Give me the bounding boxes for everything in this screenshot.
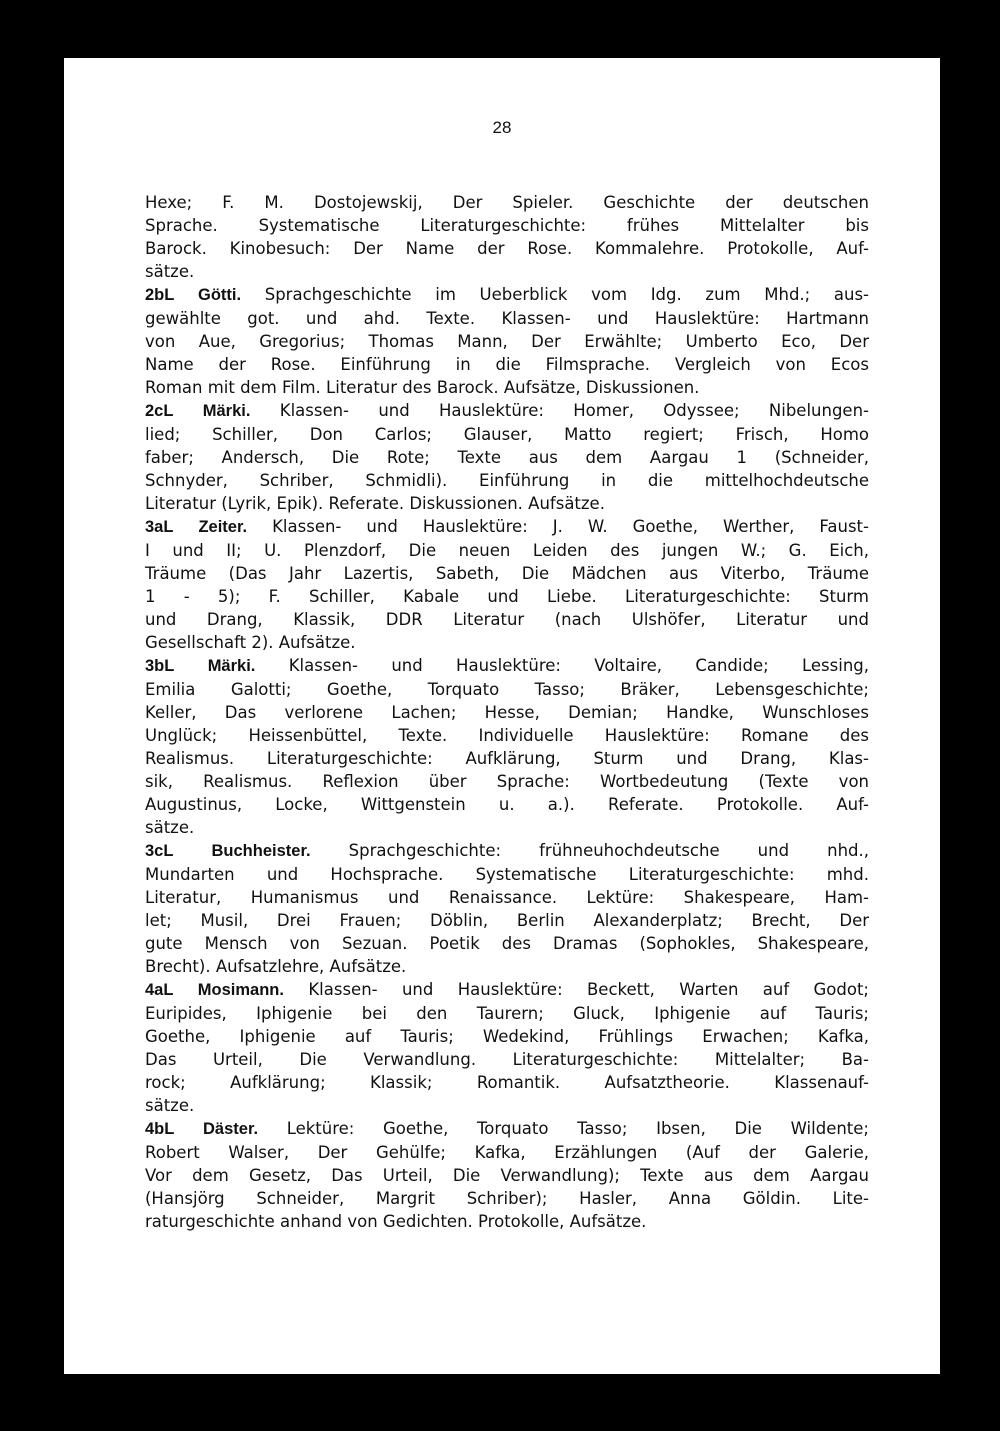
line-text: Keller, Das verlorene Lachen; Hesse, Demian; Handke, Wunschloses	[145, 703, 869, 722]
line-text	[174, 1119, 203, 1138]
text-line	[145, 955, 869, 978]
line-text: Klassen- und Hauslektüre: Beckett, Warten auf Godot;	[283, 980, 869, 999]
text-line	[145, 816, 869, 839]
line-text: Goethe, Iphigenie auf Tauris; Wedekind, Frühlings Erwachen; Kafka,	[145, 1027, 869, 1046]
line-text: let; Musil, Drei Frauen; Döblin, Berlin Alexanderplatz; Brecht, Der	[145, 911, 869, 930]
line-text	[173, 980, 197, 999]
class-code: 4aL	[145, 981, 174, 999]
text-line	[145, 631, 869, 654]
line-text: Mundarten und Hochsprache. Systematische Literaturgeschichte: mhd.	[145, 865, 869, 884]
line-text: Unglück; Heissenbüttel, Texte. Individuelle Hauslektüre: Romane des	[145, 726, 869, 745]
class-code: 4bL	[145, 1120, 175, 1138]
text-line	[145, 307, 869, 330]
line-text: Literatur (Lyrik, Epik). Referate. Diskussionen. Aufsätze.	[145, 494, 605, 513]
document-body	[145, 191, 869, 1233]
line-text: sätze.	[145, 1096, 195, 1115]
line-text: Realismus. Literaturgeschichte: Aufklärung, Sturm und Drang, Klas-	[145, 749, 869, 768]
text-line	[145, 539, 869, 562]
line-text: Klassen- und Hauslektüre: J. W. Goethe, Werther, Faust-	[247, 517, 869, 536]
text-line	[145, 492, 869, 515]
line-text: sätze.	[145, 262, 195, 281]
line-text: Emilia Galotti; Goethe, Torquato Tasso; Bräker, Lebensgeschichte;	[145, 680, 869, 699]
line-text: von Aue, Gregorius; Thomas Mann, Der Erwählte; Umberto Eco, Der	[145, 332, 869, 351]
text-line	[145, 1141, 869, 1164]
line-text	[174, 656, 207, 675]
text-line	[145, 1071, 869, 1094]
line-text: Lektüre: Goethe, Torquato Tasso; Ibsen, Die Wildente;	[258, 1119, 869, 1138]
text-line	[145, 1117, 869, 1141]
text-line	[145, 330, 869, 353]
text-line	[145, 214, 869, 237]
line-text: Euripides, Iphigenie bei den Taurern; Gluck, Iphigenie auf Tauris;	[145, 1004, 869, 1023]
teacher-name: Däster.	[203, 1120, 259, 1138]
class-code: 3aL	[145, 518, 174, 536]
text-line	[145, 793, 869, 816]
line-text: (Hansjörg Schneider, Margrit Schriber); Hasler, Anna Göldin. Lite-	[145, 1189, 869, 1208]
text-line	[145, 399, 869, 423]
text-line	[145, 747, 869, 770]
line-text: 1 - 5); F. Schiller, Kabale und Liebe. Literaturgeschichte: Sturm	[145, 587, 869, 606]
line-text: Das Urteil, Die Verwandlung. Literaturgeschichte: Mittelalter; Ba-	[145, 1050, 869, 1069]
line-text: lied; Schiller, Don Carlos; Glauser, Matto regiert; Frisch, Homo	[145, 425, 869, 444]
line-text: faber; Andersch, Die Rote; Texte aus dem Aargau 1 (Schneider,	[145, 448, 869, 467]
line-text: Name der Rose. Einführung in die Filmsprache. Vergleich von Ecos	[145, 355, 869, 374]
text-line	[145, 191, 869, 214]
text-line	[145, 932, 869, 955]
text-line	[145, 770, 869, 793]
text-line	[145, 353, 869, 376]
text-line	[145, 1187, 869, 1210]
text-line	[145, 608, 869, 631]
page-number: 28	[492, 118, 512, 137]
line-text	[174, 285, 198, 304]
text-line	[145, 515, 869, 539]
text-line	[145, 654, 869, 678]
text-line	[145, 1048, 869, 1071]
text-line	[145, 1210, 869, 1233]
teacher-name: Märki.	[207, 657, 256, 675]
line-text: Klassen- und Hauslektüre: Voltaire, Candide; Lessing,	[255, 656, 869, 675]
teacher-name: Buchheister.	[211, 842, 311, 860]
text-line	[145, 1002, 869, 1025]
text-line	[145, 724, 869, 747]
text-line	[145, 260, 869, 283]
line-text: Augustinus, Locke, Wittgenstein u. a.). Referate. Protokolle. Auf-	[145, 795, 869, 814]
text-line	[145, 1164, 869, 1187]
text-line	[145, 562, 869, 585]
line-text: Schnyder, Schriber, Schmidli). Einführung in die mittelhochdeutsche	[145, 471, 869, 490]
line-text: rock; Aufklärung; Klassik; Romantik. Aufsatztheorie. Klassenauf-	[145, 1073, 869, 1092]
line-text: Roman mit dem Film. Literatur des Barock. Aufsätze, Diskussionen.	[145, 378, 700, 397]
line-text: Sprachgeschichte im Ueberblick vom Idg. zum Mhd.; aus-	[241, 285, 869, 304]
line-text: Vor dem Gesetz, Das Urteil, Die Verwandlung); Texte aus dem Aargau	[145, 1166, 869, 1185]
line-text: raturgeschichte anhand von Gedichten. Protokolle, Aufsätze.	[145, 1212, 647, 1231]
class-code: 2bL	[145, 286, 175, 304]
class-code: 2cL	[145, 402, 174, 420]
teacher-name: Märki.	[202, 402, 251, 420]
text-line	[145, 423, 869, 446]
line-text: Brecht). Aufsatzlehre, Aufsätze.	[145, 957, 407, 976]
line-text	[173, 841, 211, 860]
text-line	[145, 886, 869, 909]
line-text: Sprache. Systematische Literaturgeschichte: frühes Mittelalter bis	[145, 216, 869, 235]
line-text: sik, Realismus. Reflexion über Sprache: Wortbedeutung (Texte von	[145, 772, 869, 791]
line-text: gute Mensch von Sezuan. Poetik des Dramas (Sophokles, Shakespeare,	[145, 934, 869, 953]
line-text: Literatur, Humanismus und Renaissance. Lektüre: Shakespeare, Ham-	[145, 888, 869, 907]
line-text	[173, 401, 202, 420]
line-text: Barock. Kinobesuch: Der Name der Rose. Kommalehre. Protokolle, Auf-	[145, 239, 869, 258]
text-line	[145, 446, 869, 469]
text-line	[145, 1025, 869, 1048]
line-text: Robert Walser, Der Gehülfe; Kafka, Erzählungen (Auf der Galerie,	[145, 1143, 869, 1162]
class-code: 3bL	[145, 657, 175, 675]
text-line	[145, 469, 869, 492]
text-line	[145, 678, 869, 701]
text-line	[145, 585, 869, 608]
line-text	[173, 517, 198, 536]
teacher-name: Mosimann.	[197, 981, 284, 999]
text-line	[145, 237, 869, 260]
line-text: gewählte got. und ahd. Texte. Klassen- und Hauslektüre: Hartmann	[145, 309, 869, 328]
text-line	[145, 1094, 869, 1117]
teacher-name: Götti.	[198, 286, 242, 304]
line-text: I und II; U. Plenzdorf, Die neuen Leiden des jungen W.; G. Eich,	[145, 541, 869, 560]
text-line	[145, 909, 869, 932]
line-text: Gesellschaft 2). Aufsätze.	[145, 633, 356, 652]
teacher-name: Zeiter.	[198, 518, 248, 536]
text-line	[145, 863, 869, 886]
text-line	[145, 839, 869, 863]
line-text: Träume (Das Jahr Lazertis, Sabeth, Die Mädchen aus Viterbo, Träume	[145, 564, 869, 583]
line-text: und Drang, Klassik, DDR Literatur (nach Ulshöfer, Literatur und	[145, 610, 869, 629]
class-code: 3cL	[145, 842, 174, 860]
text-line	[145, 701, 869, 724]
text-line	[145, 978, 869, 1002]
line-text: Klassen- und Hauslektüre: Homer, Odyssee; Nibelungen-	[250, 401, 869, 420]
text-line	[145, 376, 869, 399]
line-text: sätze.	[145, 818, 195, 837]
line-text: Sprachgeschichte: frühneuhochdeutsche und nhd.,	[310, 841, 869, 860]
text-line	[145, 283, 869, 307]
line-text: Hexe; F. M. Dostojewskij, Der Spieler. Geschichte der deutschen	[145, 193, 869, 212]
document-page	[64, 58, 940, 1374]
